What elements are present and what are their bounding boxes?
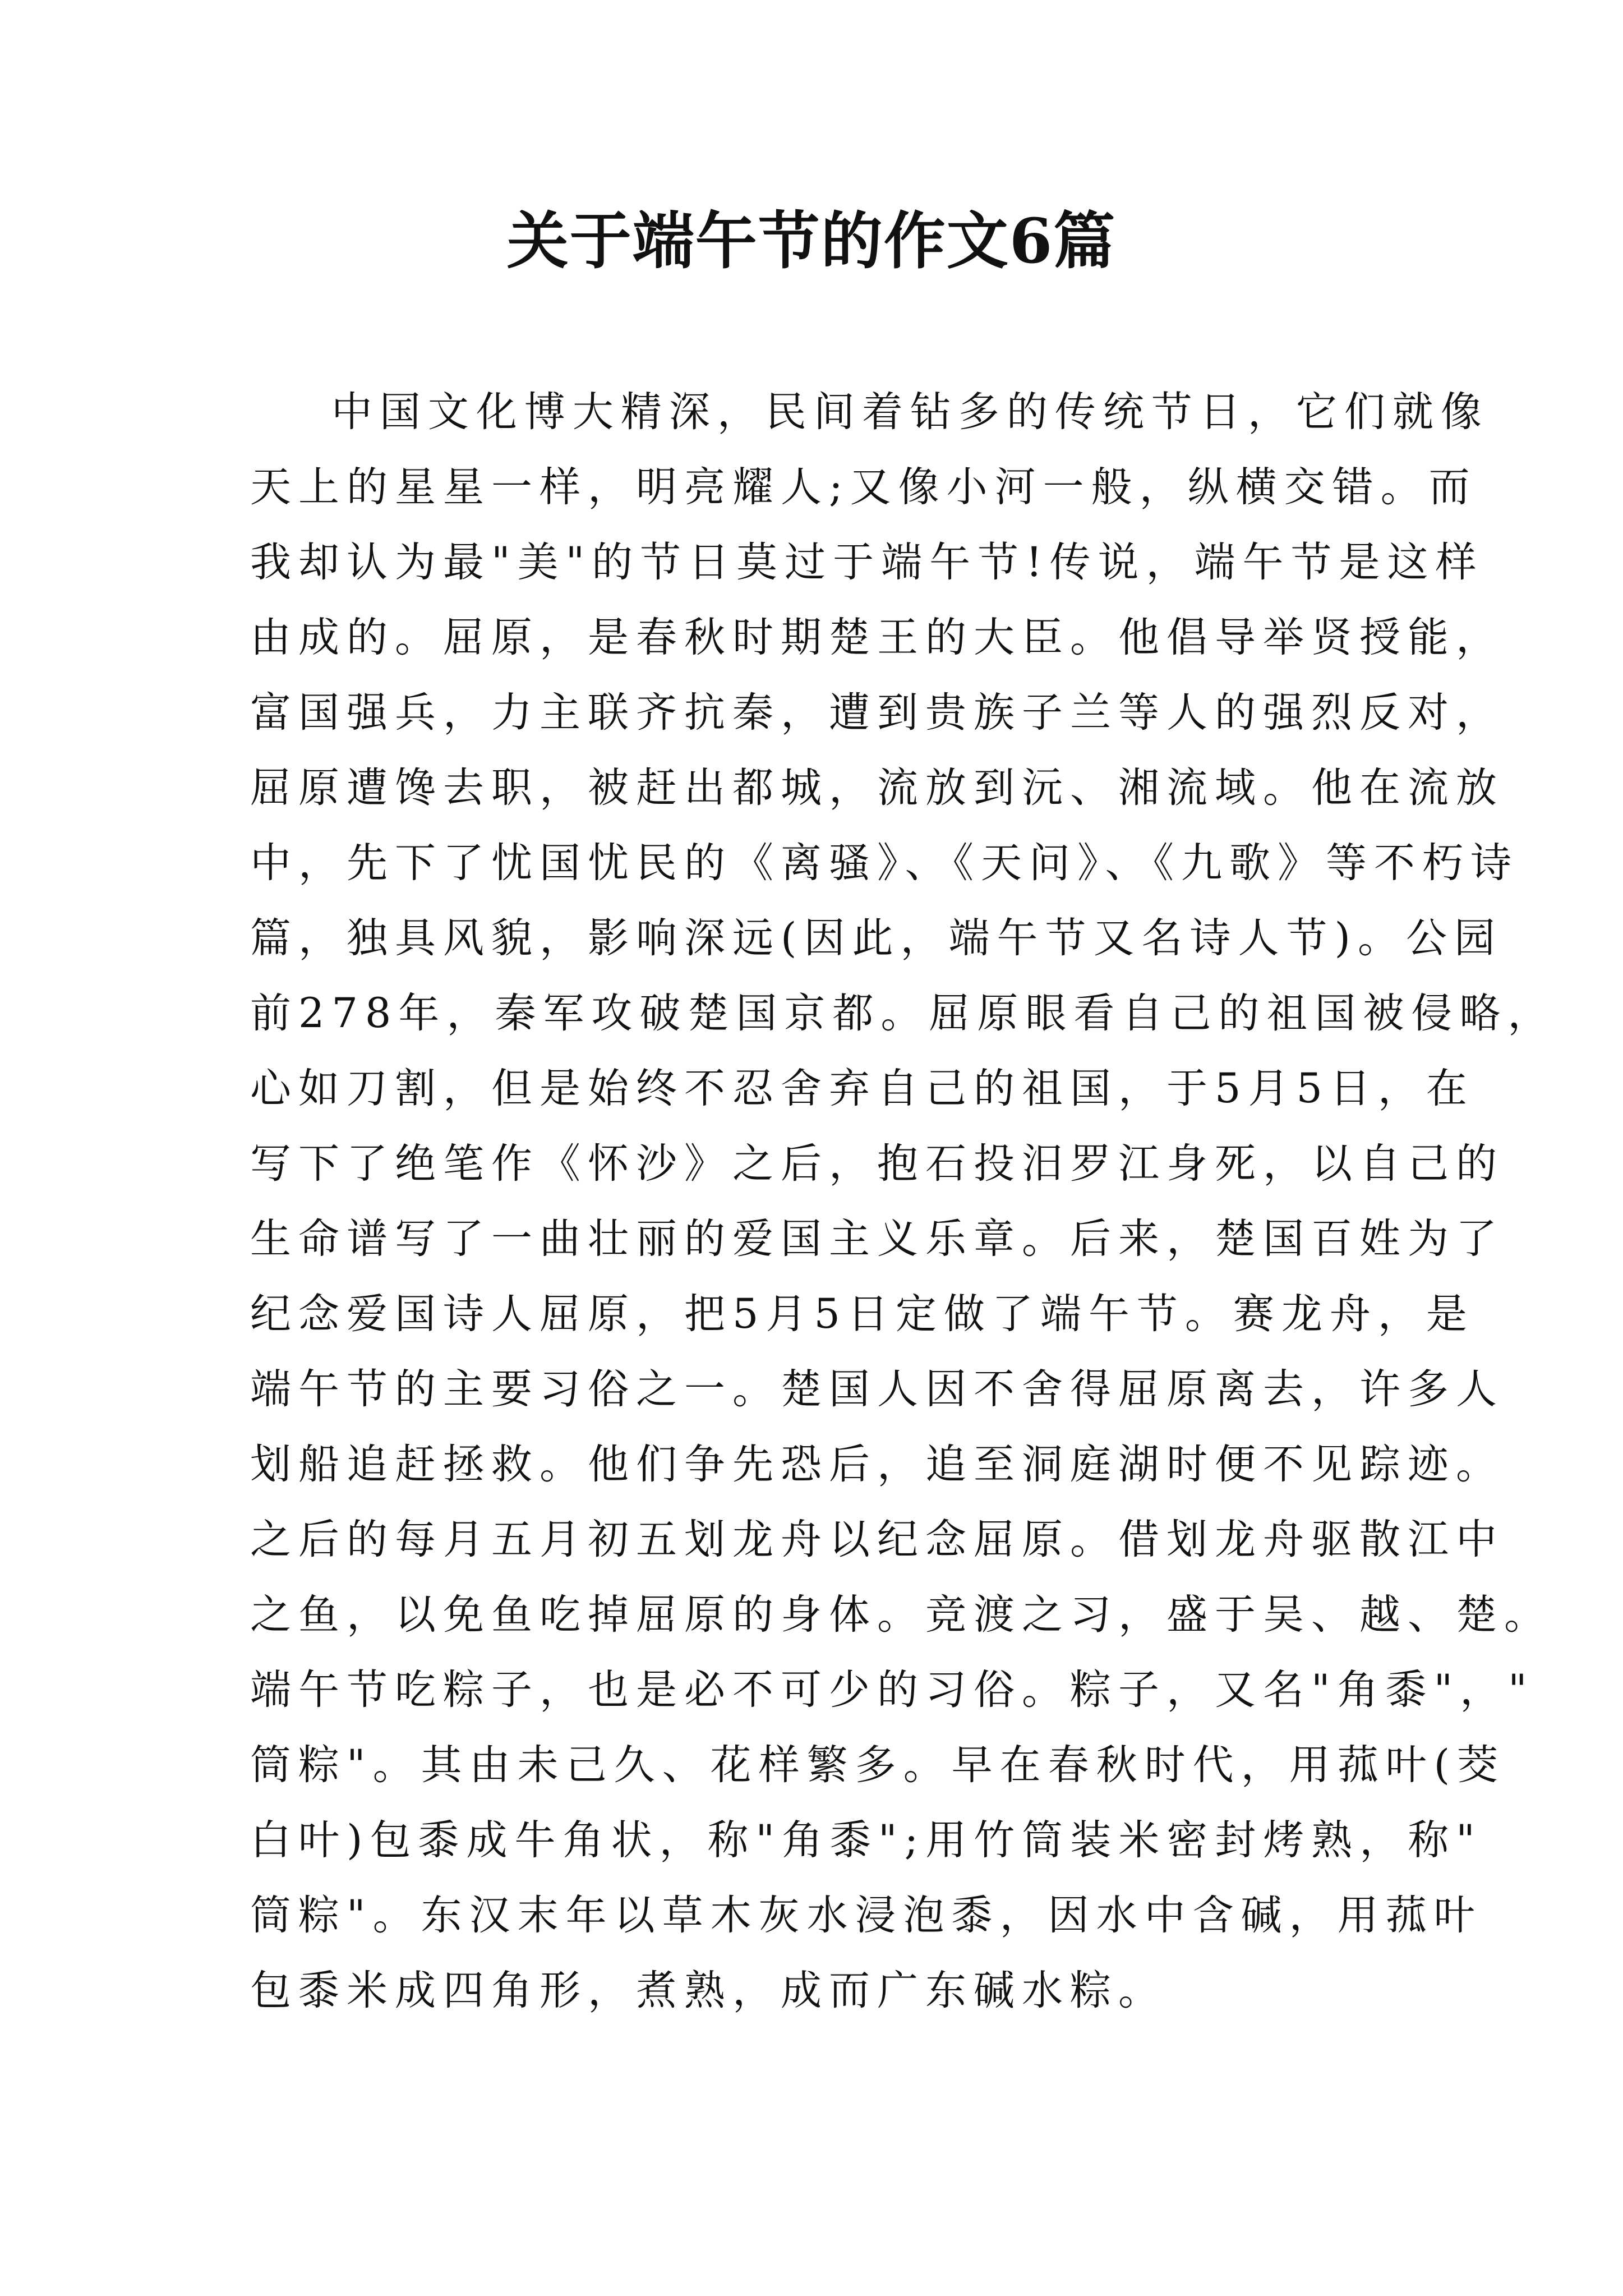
body-line: 由成的。屈原，是春秋时期楚王的大臣。他倡导举贤授能， [250,614,1504,661]
body-line: 端午节的主要习俗之一。楚国人因不舍得屈原离去，许多人 [250,1365,1504,1413]
body-line: 筒粽"。东汉末年以草木灰水浸泡黍，因水中含碱，用菰叶 [250,1892,1482,1939]
body-line: 心如刀割，但是始终不忍舍弃自己的祖国，于5月5日，在 [250,1065,1474,1112]
body-line: 中国文化博大精深，民间着钻多的传统节日，它们就像 [250,388,1489,436]
body-line: 白叶)包黍成牛角状，称"角黍";用竹筒装米密封烤熟，称" [250,1816,1482,1864]
body-line: 划船追赶拯救。他们争先恐后，追至洞庭湖时便不见踪迹。 [250,1441,1504,1488]
body-line: 之后的每月五月初五划龙舟以纪念屈原。借划龙舟驱散江中 [250,1516,1504,1563]
body-line: 写下了绝笔作《怀沙》之后，抱石投汨罗江身死，以自己的 [250,1140,1504,1188]
document-title: 关于端午节的作文6篇 [506,205,1117,277]
body-line: 之鱼，以免鱼吃掉屈原的身体。竞渡之习，盛于吴、越、楚。 [250,1591,1552,1639]
body-line: 筒粽"。其由未己久、花样繁多。早在春秋时代，用菰叶(茭 [250,1741,1506,1789]
document-body [250,375,1556,2028]
body-line: 我却认为最"美"的节日莫过于端午节!传说，端午节是这样 [250,539,1484,586]
body-line: 天上的星星一样，明亮耀人;又像小河一般，纵横交错。而 [250,463,1477,511]
body-line: 前278年，秦军攻破楚国京都。屈原眼看自己的祖国被侵略， [250,990,1556,1037]
body-line: 篇，独具风貌，影响深远(因此，端午节又名诗人节)。公园 [250,914,1502,962]
body-line: 富国强兵，力主联齐抗秦，遭到贵族子兰等人的强烈反对， [250,689,1504,737]
body-line: 包黍米成四角形，煮熟，成而广东碱水粽。 [250,1967,1166,2014]
body-line: 端午节吃粽子，也是必不可少的习俗。粽子，又名"角黍"，" [250,1666,1534,1714]
body-line: 中，先下了忧国忧民的《离骚》、《天问》、《九歌》等不朽诗 [250,839,1519,887]
body-line: 生命谱写了一曲壮丽的爱国主义乐章。后来，楚国百姓为了 [250,1215,1504,1263]
body-line: 纪念爱国诗人屈原，把5月5日定做了端午节。赛龙舟，是 [250,1290,1474,1338]
body-line: 屈原遭馋去职，被赶出都城，流放到沅、湘流域。他在流放 [250,764,1504,812]
